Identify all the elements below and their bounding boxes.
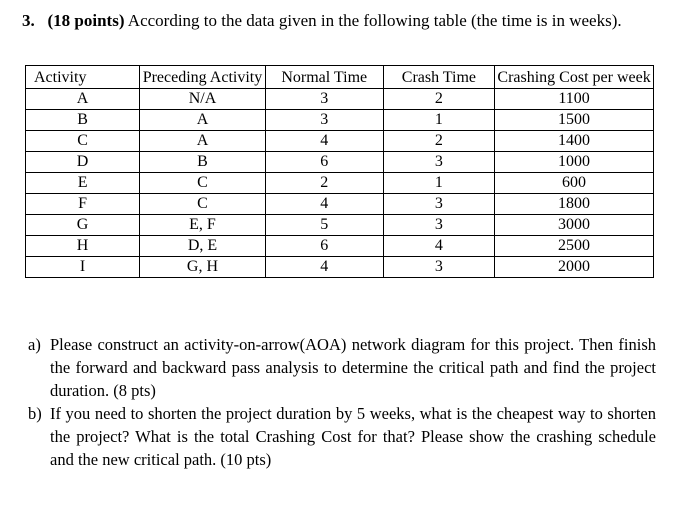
question-a-text: Please construct an activity-on-arrow(AOA) network diagram for this project. Then finish the forward and backward pass analysis to determine the critical path and find the project duration. (8 pts)	[50, 335, 656, 400]
cell-preceding: A	[140, 131, 266, 152]
table-row	[26, 257, 654, 278]
cell-crash-time: 1	[383, 110, 494, 131]
question-list	[28, 333, 656, 471]
cell-crash-time: 1	[383, 173, 494, 194]
cell-activity: C	[26, 131, 140, 152]
question-a-label: a)	[28, 335, 41, 354]
table-row	[26, 110, 654, 131]
question-a	[28, 333, 656, 402]
cell-crashing-cost: 3000	[495, 215, 654, 236]
cell-normal-time: 6	[265, 152, 383, 173]
table-row	[26, 236, 654, 257]
cell-preceding: B	[140, 152, 266, 173]
cell-activity: A	[26, 89, 140, 110]
cell-crash-time: 4	[383, 236, 494, 257]
cell-crashing-cost: 1400	[495, 131, 654, 152]
cell-normal-time: 4	[265, 194, 383, 215]
cell-activity: E	[26, 173, 140, 194]
cell-normal-time: 3	[265, 89, 383, 110]
cell-normal-time: 2	[265, 173, 383, 194]
cell-normal-time: 3	[265, 110, 383, 131]
question-b-text: If you need to shorten the project duration by 5 weeks, what is the cheapest way to shorten the project? What is the total Crashing Cost for that? Please show the crashing schedule and the new critical path. (10 pts)	[50, 404, 656, 469]
cell-crash-time: 3	[383, 152, 494, 173]
header-crash-time: Crash Time	[383, 66, 494, 89]
question-b-label: b)	[28, 404, 42, 423]
cell-normal-time: 4	[265, 131, 383, 152]
cell-crash-time: 3	[383, 194, 494, 215]
table-header-row	[26, 66, 654, 89]
table-row	[26, 89, 654, 110]
cell-crashing-cost: 1100	[495, 89, 654, 110]
cell-crashing-cost: 1800	[495, 194, 654, 215]
cell-activity: B	[26, 110, 140, 131]
header-preceding-activity: Preceding Activity	[140, 66, 266, 89]
cell-normal-time: 4	[265, 257, 383, 278]
question-prompt: According to the data given in the following table (the time is in weeks).	[127, 11, 622, 30]
cell-activity: D	[26, 152, 140, 173]
header-activity: Activity	[26, 66, 140, 89]
cell-preceding: A	[140, 110, 266, 131]
cell-crash-time: 3	[383, 257, 494, 278]
question-b	[28, 402, 656, 471]
cell-crash-time: 2	[383, 89, 494, 110]
header-crashing-cost: Crashing Cost per week	[495, 66, 654, 89]
table-row	[26, 131, 654, 152]
table-row	[26, 194, 654, 215]
activity-table	[25, 65, 654, 278]
cell-activity: H	[26, 236, 140, 257]
cell-preceding: C	[140, 194, 266, 215]
question-number: 3.	[22, 11, 35, 30]
cell-normal-time: 5	[265, 215, 383, 236]
cell-preceding: D, E	[140, 236, 266, 257]
cell-activity: F	[26, 194, 140, 215]
table-body	[26, 89, 654, 278]
table-row	[26, 215, 654, 236]
cell-preceding: G, H	[140, 257, 266, 278]
cell-preceding: N/A	[140, 89, 266, 110]
cell-crashing-cost: 1500	[495, 110, 654, 131]
cell-crashing-cost: 1000	[495, 152, 654, 173]
cell-preceding: C	[140, 173, 266, 194]
cell-crashing-cost: 2500	[495, 236, 654, 257]
table-row	[26, 173, 654, 194]
question-heading	[22, 11, 622, 31]
cell-crashing-cost: 600	[495, 173, 654, 194]
cell-crashing-cost: 2000	[495, 257, 654, 278]
cell-activity: G	[26, 215, 140, 236]
cell-crash-time: 3	[383, 215, 494, 236]
table-row	[26, 152, 654, 173]
cell-activity: I	[26, 257, 140, 278]
question-points: (18 points)	[47, 11, 125, 30]
cell-normal-time: 6	[265, 236, 383, 257]
cell-preceding: E, F	[140, 215, 266, 236]
header-normal-time: Normal Time	[265, 66, 383, 89]
cell-crash-time: 2	[383, 131, 494, 152]
